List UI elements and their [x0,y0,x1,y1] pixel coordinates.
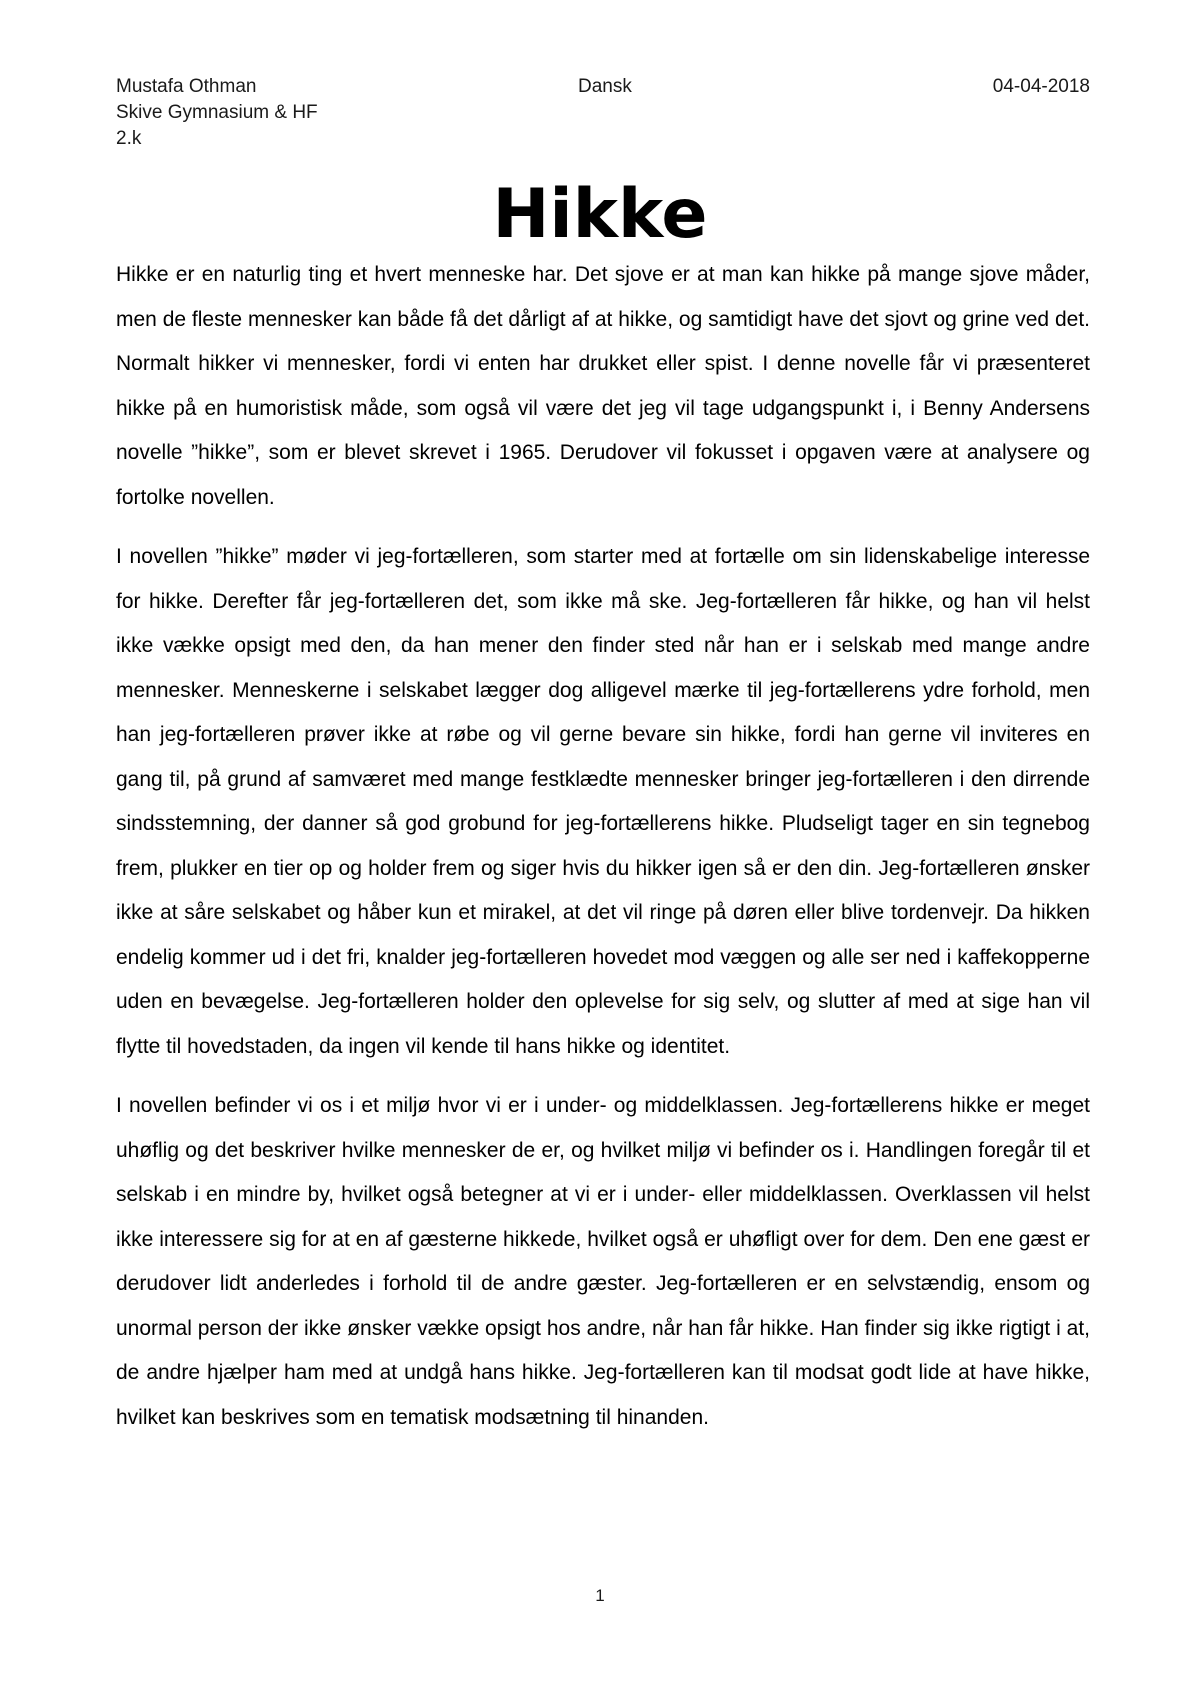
page-header [116,74,1090,152]
class-label: 2.k [116,128,142,149]
school-name: Skive Gymnasium & HF [116,102,318,123]
subject-label: Dansk [578,76,632,97]
document-body [116,253,1090,1455]
header-top-row [116,74,1090,100]
paragraph-summary: I novellen ”hikke” møder vi jeg-fortælleren, som starter med at fortælle om sin lidenskabelige interesse for hikke. Derefter får jeg-fortælleren det, som ikke må ske. Jeg-fortælleren får hikke, og han vil helst ikke vække opsigt med den, da han mener den finder sted når han er i selskab med mange andre mennesker. Menneskerne i selskabet lægger dog alligevel mærke til jeg-fortællerens ydre forhold, men han jeg-fortælleren prøver ikke at røbe og vil gerne bevare sin hikke, fordi han gerne vil inviteres en gang til, på grund af samværet med mange festklædte mennesker bringer jeg-fortælleren i den dirrende sindsstemning, der danner så god grobund for jeg-fortællerens hikke. Pludseligt tager en sin tegnebog frem, plukker en tier op og holder frem og siger hvis du hikker igen så er den din. Jeg-fortælleren ønsker ikke at såre selskabet og håber kun et mirakel, at det vil ringe på døren eller blive tordenvejr. Da hikken endelig kommer ud i det fri, knalder jeg-fortælleren hovedet mod væggen og alle ser ned i kaffekopperne uden en bevægelse. Jeg-fortælleren holder den oplevelse for sig selv, og slutter af med at sige han vil flytte til hovedstaden, da ingen vil kende til hans hikke og identitet. [116,545,1090,1058]
document-title: Hikke [492,175,708,254]
paragraph-intro: Hikke er en naturlig ting et hvert menneske har. Det sjove er at man kan hikke på mange sjove måder, men de fleste mennesker kan både få det dårligt af at hikke, og samtidigt have det sjovt og grine ved det. Normalt hikker vi mennesker, fordi vi enten har drukket eller spist. I denne novelle får vi præsenteret hikke på en humoristisk måde, som også vil være det jeg vil tage udgangspunkt i, i Benny Andersens novelle ”hikke”, som er blevet skrevet i 1965. Derudover vil fokusset i opgaven være at analysere og fortolke novellen. [116,263,1090,509]
author-name: Mustafa Othman [116,76,257,97]
document-date: 04-04-2018 [992,76,1090,97]
paragraph-analysis: I novellen befinder vi os i et miljø hvor vi er i under- og middelklassen. Jeg-fortællerens hikke er meget uhøflig og det beskriver hvilke mennesker de er, og hvilket miljø vi befinder os i. Handlingen foregår til et selskab i en mindre by, hvilket også betegner at vi er i under- eller middelklassen. Overklassen vil helst ikke interessere sig for at en af gæsterne hikkede, hvilket også er uhøfligt over for dem. Den ene gæst er derudover lidt anderledes i forhold til de andre gæster. Jeg-fortælleren er en selvstændig, ensom og unormal person der ikke ønsker vække opsigt hos andre, når han får hikke. Han finder sig ikke rigtigt i at, de andre hjælper ham med at undgå hans hikke. Jeg-fortælleren kan til modsat godt lide at have hikke, hvilket kan beskrives som en tematisk modsætning til hinanden. [116,1094,1090,1429]
page-number: 1 [595,1586,605,1605]
